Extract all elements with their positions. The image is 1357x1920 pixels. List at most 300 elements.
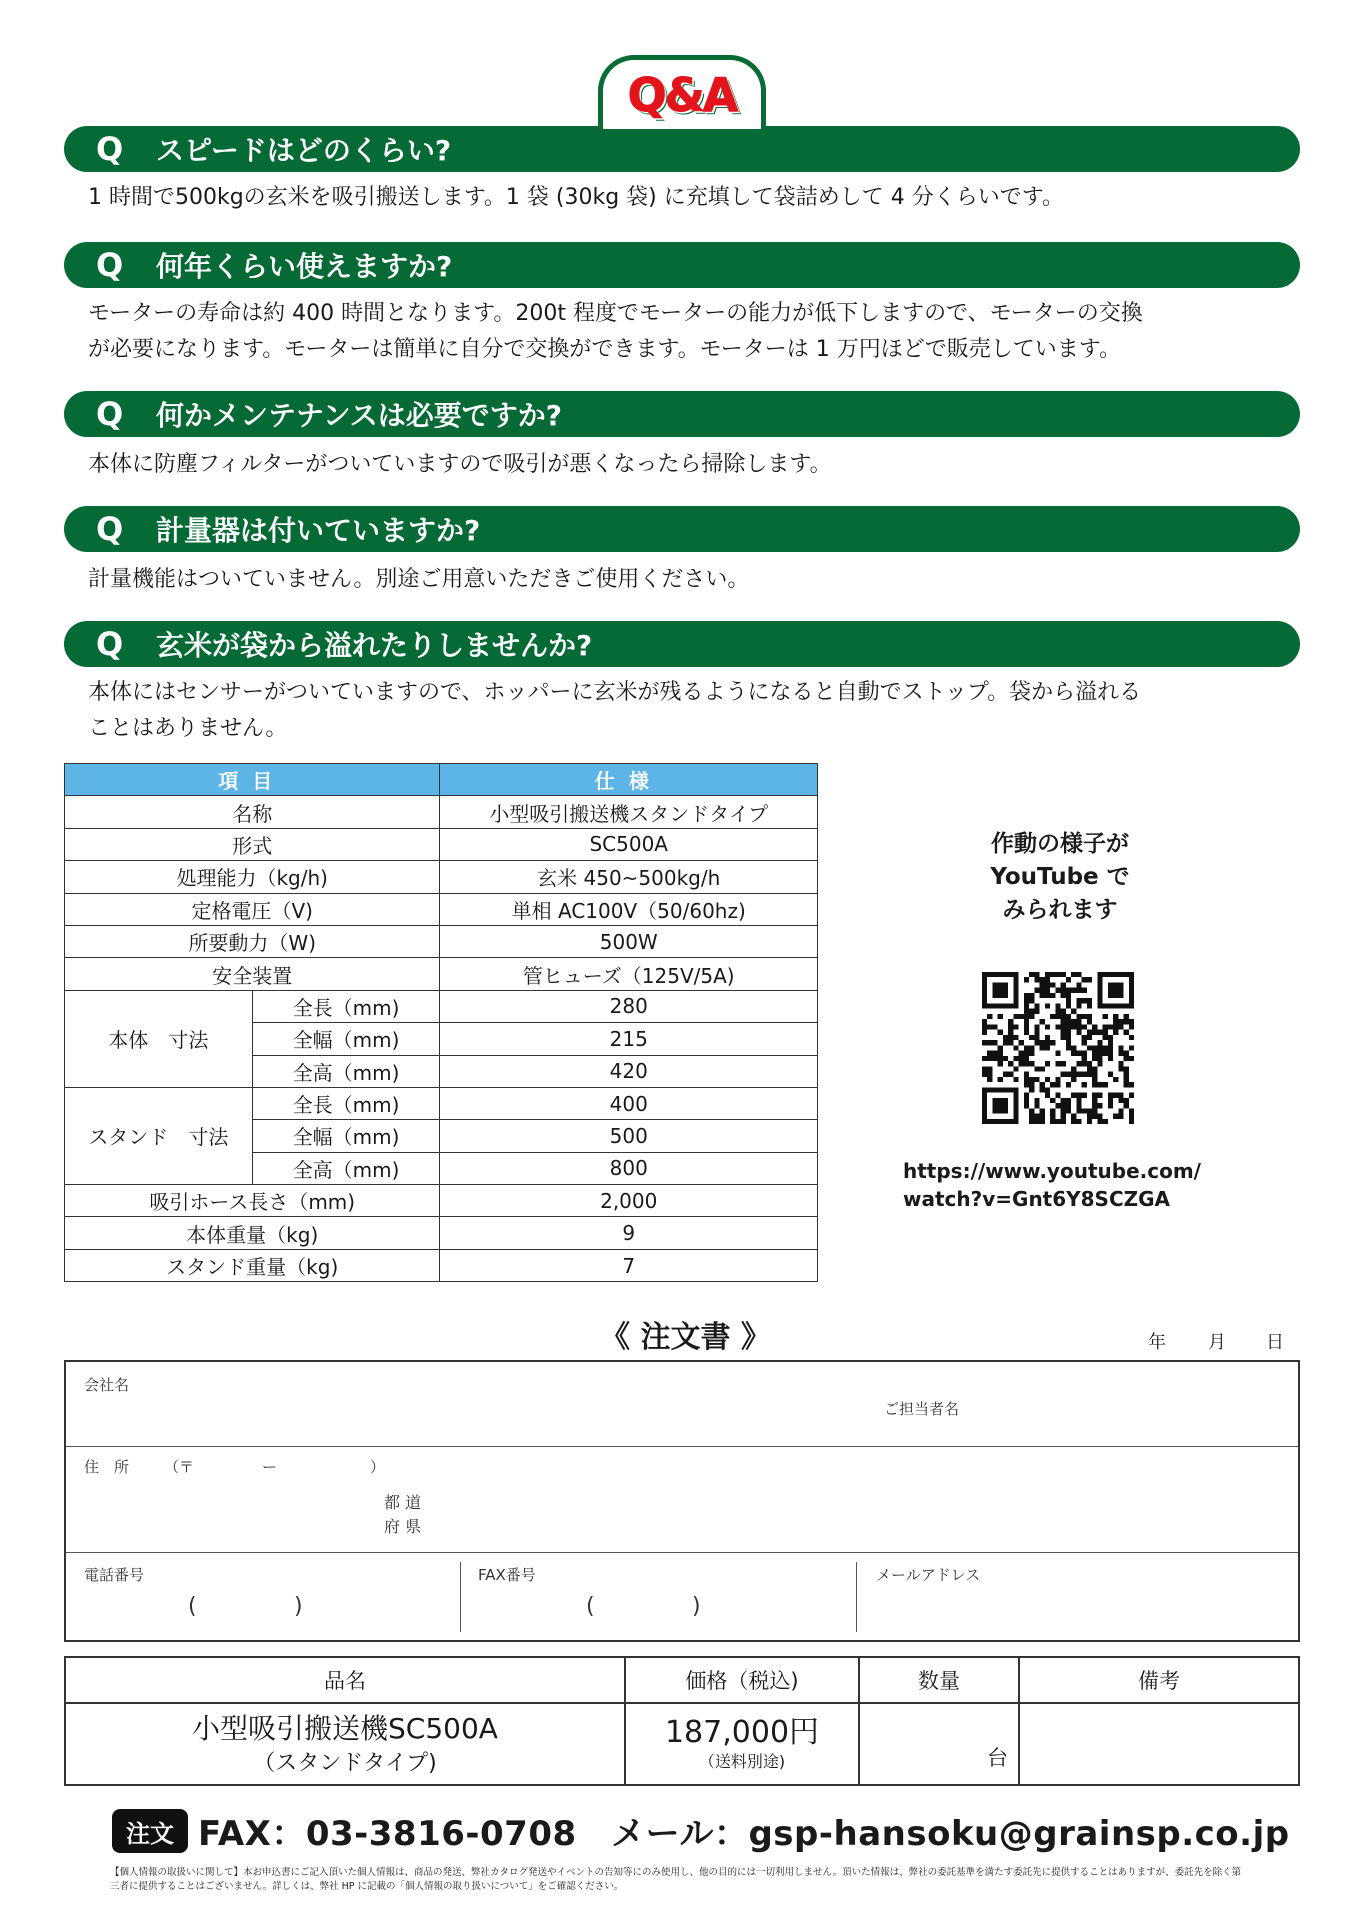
qr-module — [1092, 1066, 1097, 1071]
url-line[interactable]: https://www.youtube.com/ — [903, 1159, 1201, 1183]
qr-module — [1071, 1009, 1076, 1014]
qr-module — [1055, 1051, 1060, 1056]
date-year-label: 年 — [1148, 1332, 1166, 1353]
spec-value: 9 — [440, 1217, 818, 1249]
qr-module — [1108, 1024, 1113, 1029]
qr-module — [1076, 1030, 1081, 1035]
qr-module — [1045, 982, 1050, 987]
qr-module — [1024, 1003, 1029, 1008]
price: 187,000円 — [664, 1714, 820, 1750]
qr-module — [1103, 1051, 1108, 1056]
qr-module — [982, 1072, 987, 1077]
qr-module — [1124, 1072, 1129, 1077]
email-input[interactable] — [858, 1552, 1300, 1642]
qr-module — [1061, 1072, 1066, 1077]
qr-module — [1050, 1082, 1055, 1087]
qr-module — [1082, 1072, 1087, 1077]
qr-module — [1129, 1119, 1134, 1124]
qr-module — [1050, 1098, 1055, 1103]
qr-module — [1087, 977, 1092, 982]
qr-module — [1118, 1108, 1123, 1113]
qr-module — [1055, 1103, 1060, 1108]
qr-module — [998, 1056, 1003, 1061]
question-bar — [64, 242, 1300, 288]
answer-text — [88, 180, 1288, 216]
qr-module — [1061, 1098, 1066, 1103]
qr-module — [1108, 1040, 1113, 1045]
qr-module — [1055, 1082, 1060, 1087]
qr-module — [1124, 1019, 1129, 1024]
spec-row — [65, 796, 818, 828]
prefecture-label-bottom: 府 県 — [384, 1517, 422, 1536]
question-bar — [64, 621, 1300, 667]
caption-line: みられます — [1002, 897, 1118, 923]
spec-value: 500 — [440, 1120, 818, 1152]
qr-module — [1061, 1114, 1066, 1119]
qr-module — [1061, 1014, 1066, 1019]
qr-module — [1013, 1066, 1018, 1071]
qr-module — [1061, 972, 1066, 977]
qr-module — [1092, 1103, 1097, 1108]
qr-module — [1082, 1035, 1087, 1040]
prefecture-label-top: 都 道 — [384, 1493, 422, 1512]
qr-module — [1013, 1035, 1018, 1040]
qr-module — [1071, 1077, 1076, 1082]
date-month-label: 月 — [1208, 1332, 1226, 1353]
q-icon: Q — [96, 130, 124, 168]
qr-module — [1055, 988, 1060, 993]
qr-module — [1029, 1082, 1034, 1087]
qr-module — [1071, 1066, 1076, 1071]
qr-module — [1076, 1093, 1081, 1098]
qr-module — [1034, 1030, 1039, 1035]
qr-module — [1034, 1003, 1039, 1008]
qr-module — [1118, 1024, 1123, 1029]
qr-module — [1040, 982, 1045, 987]
remarks-input[interactable] — [1019, 1703, 1299, 1785]
company-input[interactable] — [66, 1362, 1298, 1446]
qr-module — [987, 1066, 992, 1071]
qr-module — [987, 1024, 992, 1029]
q-icon: Q — [96, 625, 124, 663]
question-text: 何かメンテナンスは必要ですか? — [156, 399, 563, 432]
spec-value: 管ヒューズ（125V/5A) — [440, 958, 818, 990]
qr-module — [1103, 1045, 1108, 1050]
qr-code-icon[interactable] — [982, 972, 1134, 1124]
qr-module — [1066, 993, 1071, 998]
qr-module — [1092, 1056, 1097, 1061]
qr-module — [1019, 1014, 1024, 1019]
qr-module — [1082, 998, 1087, 1003]
qr-module — [1045, 1003, 1050, 1008]
qr-module — [1024, 1045, 1029, 1050]
qr-module — [998, 1030, 1003, 1035]
qr-module — [1050, 1014, 1055, 1019]
qr-module — [1092, 1098, 1097, 1103]
header-remarks: 備考 — [1019, 1657, 1299, 1703]
qr-module — [1082, 977, 1087, 982]
answer-line: 1 時間で500kgの玄米を吸引搬送します。1 袋 (30kg 袋) に充填して袋詰めして 4 分くらいです。 — [88, 185, 1064, 210]
answer-text — [88, 447, 1288, 483]
qr-module — [1061, 1024, 1066, 1029]
qr-module — [1066, 1030, 1071, 1035]
qr-module — [1124, 1098, 1129, 1103]
qr-module — [1129, 1019, 1134, 1024]
qr-module — [1055, 1024, 1060, 1029]
qr-module — [998, 1014, 1003, 1019]
qr-module — [1087, 1119, 1092, 1124]
qr-module — [1071, 1051, 1076, 1056]
spec-value: 玄米 450~500kg/h — [440, 861, 818, 893]
price-cell — [625, 1703, 859, 1785]
answer-line: 本体にはセンサーがついていますので、ホッパーに玄米が残るようになると自動でストップ。袋から溢れる — [88, 680, 1142, 705]
qr-module — [1061, 988, 1066, 993]
postal-dash: ー — [262, 1458, 278, 1476]
qr-module — [1113, 1077, 1118, 1082]
qr-module — [1124, 1051, 1129, 1056]
qr-module — [1087, 1114, 1092, 1119]
product-sub: （スタンドタイプ) — [253, 1750, 437, 1776]
qr-module — [987, 1072, 992, 1077]
qr-module — [1066, 1035, 1071, 1040]
qr-module — [1071, 1024, 1076, 1029]
qr-module — [1087, 998, 1092, 1003]
qr-module — [1076, 1014, 1081, 1019]
qr-module — [1071, 1114, 1076, 1119]
fax-label: FAX番号 — [478, 1566, 536, 1584]
spec-table — [64, 763, 818, 1282]
qr-module — [1076, 1098, 1081, 1103]
qr-module — [1061, 1030, 1066, 1035]
qr-module — [1092, 1030, 1097, 1035]
qr-module — [1029, 998, 1034, 1003]
qr-module — [1003, 1072, 1008, 1077]
qr-module — [1045, 1035, 1050, 1040]
qr-module — [1013, 1045, 1018, 1050]
qr-module — [1050, 993, 1055, 998]
qr-module — [1129, 1082, 1134, 1087]
q-icon: Q — [96, 510, 124, 548]
spec-value: 7 — [440, 1249, 818, 1281]
spec-row — [65, 893, 818, 925]
qr-module — [1066, 1082, 1071, 1087]
qr-module — [1013, 1024, 1018, 1029]
qr-module — [1071, 988, 1076, 993]
question-bar — [64, 126, 1300, 172]
qr-module — [1066, 1019, 1071, 1024]
qr-module — [1061, 993, 1066, 998]
qr-module — [1066, 1045, 1071, 1050]
qr-module — [1092, 1045, 1097, 1050]
qr-module — [1124, 1082, 1129, 1087]
qr-module — [1013, 1077, 1018, 1082]
qr-module — [1087, 1066, 1092, 1071]
qr-module — [1024, 1056, 1029, 1061]
qr-module — [1118, 1051, 1123, 1056]
qr-module — [1118, 1098, 1123, 1103]
qr-module — [1092, 1114, 1097, 1119]
qr-module — [1050, 1040, 1055, 1045]
spec-label: 全高（mm) — [252, 1152, 440, 1184]
spec-label: スタンド重量（kg) — [65, 1249, 440, 1281]
qr-module — [1050, 1114, 1055, 1119]
qr-module — [1066, 998, 1071, 1003]
qr-module — [1029, 1077, 1034, 1082]
qr-module — [1061, 1103, 1066, 1108]
divider — [460, 1562, 461, 1632]
qr-module — [1108, 1035, 1113, 1040]
date-day-label: 日 — [1266, 1332, 1284, 1353]
qr-module — [1097, 1082, 1102, 1087]
qr-module — [1029, 1119, 1034, 1124]
qr-module — [1082, 1024, 1087, 1029]
qr-module — [1097, 1061, 1102, 1066]
qr-module — [1034, 1114, 1039, 1119]
qr-module — [1071, 972, 1076, 977]
qr-module — [1118, 1114, 1123, 1119]
qr-module — [1066, 1103, 1071, 1108]
qr-module — [1055, 1003, 1060, 1008]
postal-open: （〒 — [164, 1458, 195, 1476]
qr-module — [1097, 1056, 1102, 1061]
qr-module — [1066, 1098, 1071, 1103]
spec-label: 定格電圧（V) — [65, 893, 440, 925]
qr-module — [1129, 1024, 1134, 1029]
qr-module — [1092, 1072, 1097, 1077]
qr-module — [1061, 982, 1066, 987]
qr-module — [1076, 972, 1081, 977]
qr-module — [1113, 1093, 1118, 1098]
qr-module — [1045, 1040, 1050, 1045]
qr-module — [1061, 1108, 1066, 1113]
spec-row — [65, 861, 818, 893]
qr-module — [1082, 1108, 1087, 1113]
spec-group-label: スタンド 寸法 — [65, 1087, 253, 1184]
qa-logo — [598, 55, 766, 129]
product-table-header — [65, 1657, 1299, 1703]
qr-module — [1087, 1045, 1092, 1050]
qr-module — [1055, 1061, 1060, 1066]
qr-module — [1092, 1082, 1097, 1087]
qr-module — [1087, 1003, 1092, 1008]
qr-module — [1124, 1056, 1129, 1061]
qr-module — [1129, 1056, 1134, 1061]
spec-label: 名称 — [65, 796, 440, 828]
fax-paren-open: ( — [586, 1594, 595, 1619]
qr-module — [1024, 1103, 1029, 1108]
qr-module — [1097, 1093, 1102, 1098]
qr-module — [1082, 1014, 1087, 1019]
caption-line: YouTube で — [990, 864, 1130, 890]
spec-value: 420 — [440, 1055, 818, 1087]
qr-module — [1008, 1072, 1013, 1077]
question-text: 何年くらい使えますか? — [156, 250, 453, 283]
qr-module — [1034, 1077, 1039, 1082]
price-note: （送料別途) — [698, 1751, 786, 1771]
qr-module — [1082, 1051, 1087, 1056]
qr-module — [1103, 1082, 1108, 1087]
spec-value: 小型吸引搬送機スタンドタイプ — [440, 796, 818, 828]
fax-input[interactable] — [462, 1552, 856, 1642]
qr-module — [1029, 972, 1034, 977]
youtube-url[interactable] — [903, 1157, 1201, 1213]
phone-input[interactable] — [66, 1552, 460, 1642]
spec-value: 単相 AC100V（50/60hz) — [440, 893, 818, 925]
qr-module — [1124, 1066, 1129, 1071]
qr-module — [1124, 1103, 1129, 1108]
qr-module — [1071, 1119, 1076, 1124]
spec-header-spec: 仕様 — [440, 764, 818, 796]
q-icon: Q — [96, 246, 124, 284]
qr-module — [1029, 1114, 1034, 1119]
spec-row — [65, 958, 818, 990]
qr-module — [1029, 1009, 1034, 1014]
answer-line: ことはありません。 — [88, 716, 288, 741]
divider — [856, 1562, 857, 1632]
product-row — [65, 1703, 1299, 1785]
qr-module — [1118, 1061, 1123, 1066]
qr-module — [1076, 1003, 1081, 1008]
qr-module — [1066, 1040, 1071, 1045]
address-label: 住 所 — [84, 1458, 130, 1476]
qr-module — [1097, 1045, 1102, 1050]
email-label: メールアドレス — [876, 1566, 981, 1584]
qr-module — [1087, 1072, 1092, 1077]
qr-module — [1024, 993, 1029, 998]
qr-module — [1034, 1040, 1039, 1045]
qr-module — [1024, 1009, 1029, 1014]
qr-module — [992, 1040, 997, 1045]
postal-close: ） — [370, 1458, 386, 1476]
qr-module — [1061, 1035, 1066, 1040]
spec-row — [65, 1249, 818, 1281]
qr-module — [1024, 1072, 1029, 1077]
qr-module — [1071, 1093, 1076, 1098]
qr-module — [1024, 1077, 1029, 1082]
qr-module — [1024, 1019, 1029, 1024]
caption-line: 作動の様子が — [991, 831, 1129, 857]
qr-module — [1029, 1051, 1034, 1056]
qr-module — [1103, 1119, 1108, 1124]
qr-module — [1076, 1051, 1081, 1056]
spec-row — [65, 1087, 818, 1119]
qr-module — [1045, 972, 1050, 977]
qr-module — [1029, 1087, 1034, 1092]
qr-module — [1061, 1019, 1066, 1024]
question-bar — [64, 506, 1300, 552]
qr-module — [1050, 1119, 1055, 1124]
product-table — [64, 1656, 1300, 1786]
qr-module — [1008, 1040, 1013, 1045]
qr-module — [1097, 1119, 1102, 1124]
phone-label: 電話番号 — [84, 1566, 145, 1584]
qr-module — [987, 1056, 992, 1061]
qr-module — [982, 1030, 987, 1035]
spec-value: 215 — [440, 1023, 818, 1055]
qr-module — [1008, 1019, 1013, 1024]
spec-label: 吸引ホース長さ（mm) — [65, 1185, 440, 1217]
qr-module — [1024, 977, 1029, 982]
qr-module — [1118, 1066, 1123, 1071]
qr-module — [1045, 1045, 1050, 1050]
question-text: 玄米が袋から溢れたりしませんか? — [156, 629, 593, 662]
qr-module — [992, 1024, 997, 1029]
qr-module — [1092, 1051, 1097, 1056]
qr-module — [1040, 977, 1045, 982]
header-product-name: 品名 — [65, 1657, 625, 1703]
qr-module — [982, 1019, 987, 1024]
qr-module — [992, 1056, 997, 1061]
spec-row — [65, 990, 818, 1022]
spec-label: 全長（mm) — [252, 1087, 440, 1119]
qr-module — [1045, 1024, 1050, 1029]
qr-module — [1076, 1061, 1081, 1066]
qr-module — [1097, 1114, 1102, 1119]
question-text: スピードはどのくらい? — [156, 134, 452, 167]
qr-module — [1019, 1061, 1024, 1066]
spec-header-row — [65, 764, 818, 796]
address-input[interactable] — [66, 1446, 1298, 1552]
phone-paren-close: ) — [294, 1594, 303, 1619]
qr-module — [1087, 1030, 1092, 1035]
qr-module — [1050, 1108, 1055, 1113]
qr-module — [1108, 1103, 1113, 1108]
order-badge: 注文 — [112, 1809, 188, 1853]
question-bar — [64, 391, 1300, 437]
qr-module — [1087, 1019, 1092, 1024]
spec-value: SC500A — [440, 828, 818, 860]
qr-module — [1029, 1108, 1034, 1113]
qr-module — [1129, 1114, 1134, 1119]
qr-module — [1055, 1014, 1060, 1019]
qr-module — [1034, 977, 1039, 982]
qr-module — [1050, 972, 1055, 977]
privacy-notice: 【個人情報の取扱いに関して】本お申込書にご記入頂いた個人情報は、商品の発送、弊社カタログ発送やイベントの告知等にのみ使用し、他の目的には一切利用しません。頂いた情報は、弊社の委託基準を満たす委託先に提供することはありますが、委託先を除く第三者に提供することはございません。詳しくは、弊社 HP に記載の「個人情報の取り扱いについて」をご確認ください。 — [110, 1867, 1242, 1892]
qr-module — [1129, 1108, 1134, 1113]
spec-value: 500W — [440, 925, 818, 957]
qr-module — [987, 1040, 992, 1045]
qr-module — [1103, 1024, 1108, 1029]
qr-module — [1003, 1056, 1008, 1061]
qr-module — [1061, 1061, 1066, 1066]
qr-module — [1045, 977, 1050, 982]
qr-module — [992, 1051, 997, 1056]
qr-module — [1008, 1061, 1013, 1066]
url-line[interactable]: watch?v=Gnt6Y8SCZGA — [903, 1187, 1171, 1211]
qr-module — [1092, 1093, 1097, 1098]
qr-module — [1097, 1103, 1102, 1108]
qr-module — [1024, 1061, 1029, 1066]
answer-text — [88, 675, 1288, 747]
qr-module — [1034, 1009, 1039, 1014]
qr-module — [1087, 1061, 1092, 1066]
qr-module — [1034, 1024, 1039, 1029]
qr-module — [1066, 988, 1071, 993]
qr-module — [1113, 1024, 1118, 1029]
qr-module — [1082, 1093, 1087, 1098]
qr-module — [1066, 1014, 1071, 1019]
qr-module — [1113, 1019, 1118, 1024]
quantity-input[interactable] — [859, 1703, 1019, 1785]
header-quantity: 数量 — [859, 1657, 1019, 1703]
qr-module — [1029, 1061, 1034, 1066]
qr-module — [987, 1077, 992, 1082]
qr-module — [1040, 993, 1045, 998]
qr-module — [1066, 1072, 1071, 1077]
qr-module — [1076, 1024, 1081, 1029]
qr-module — [1034, 1098, 1039, 1103]
qr-module — [998, 1077, 1003, 1082]
